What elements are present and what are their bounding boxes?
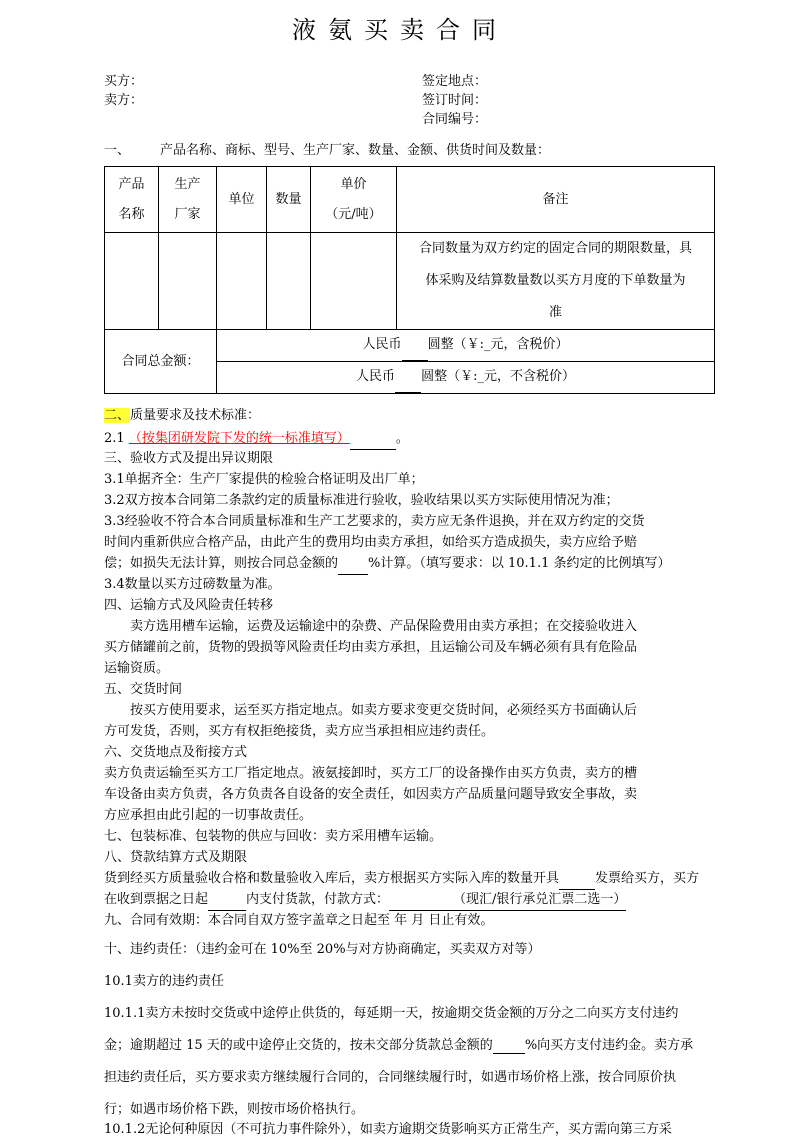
clause-10-1: 10.1卖方的违约责任: [104, 974, 224, 989]
header-unit: 单位: [217, 167, 267, 233]
cell-unit-price[interactable]: [311, 233, 397, 330]
section-3-heading: 三、验收方式及提出异议期限: [104, 451, 274, 466]
cell-quantity[interactable]: [267, 233, 311, 330]
header-remark: 备注: [397, 167, 715, 233]
total-tax-inclusive: 人民币 圆整（￥:_元，含税价）: [217, 330, 715, 362]
section-8-line-1: 货到经买方质量验收合格和数量验收入库后，卖方根据买方实际入库的数量开具 发票给买方，买方: [104, 868, 699, 890]
section-6-heading: 六、交货地点及衔接方式: [104, 745, 248, 760]
section-9: 九、合同有效期：本合同自双方签字盖章之日起至 年 月 日止有效。: [104, 913, 494, 928]
header-product-name: 产品 名称: [105, 167, 159, 233]
header-quantity: 数量: [267, 167, 311, 233]
section-4-heading: 四、运输方式及风险责任转移: [104, 598, 274, 613]
page-title: 液氨买卖合同: [292, 16, 508, 44]
section-4-line-3: 运输资质。: [104, 661, 170, 676]
clause-3-3-line-2: 时间内重新供应合格产品，由此产生的费用均由卖方承担，如给买方造成损失，卖方应给予赔: [104, 535, 638, 550]
contract-no-label: 合同编号：: [422, 112, 488, 127]
section-5-heading: 五、交货时间: [104, 682, 183, 697]
section-1-heading: 产品名称、商标、型号、生产厂家、数量、金额、供货时间及数量：: [160, 143, 551, 158]
clause-10-1-1-line-1: 10.1.1卖方未按时交货或中途停止供货的，每延期一天，按逾期交货金额的万分之二向买方支付违约: [104, 1006, 679, 1021]
cell-manufacturer[interactable]: [159, 233, 217, 330]
clause-10-1-1-line-3: 担违约责任后，买方要求卖方继续履行合同的，合同继续履行时，如遇市场价格上涨，按合同原价执: [104, 1070, 677, 1085]
clause-3-3-line-3: 偿；如损失无法计算，则按合同总金额的 %计算。（填写要求：以 10.1.1 条约定的比例填写）: [104, 553, 670, 575]
clause-2-1: 2.1 （按集团研发院下发的统一标准填写） 。: [104, 428, 409, 450]
section-4-line-2: 买方储罐前之前，货物的毁损等风险责任均由卖方承担，且运输公司及车辆必须有具有危险品: [104, 640, 638, 655]
section-4-line-1: 卖方选用槽车运输，运费及运输途中的杂费、产品保险费用由卖方承担；在交接验收进入: [130, 619, 638, 634]
section-5-line-2: 方可发货，否则，买方有权拒绝接货，卖方应当承担相应违约责任。: [104, 724, 495, 739]
product-table: [104, 166, 715, 394]
seller-label: 卖方：: [104, 93, 144, 108]
cell-remark: 合同数量为双方约定的固定合同的期限数量，具 体采购及结算数量数以买方月度的下单数量为 准: [397, 233, 715, 330]
section-6-line-3: 方应承担由此引起的一切事故责任。: [104, 808, 313, 823]
section-5-line-1: 按买方使用要求，运至买方指定地点。如卖方要求变更交货时间，必须经买方书面确认后: [130, 703, 638, 718]
section-7: 七、包装标准、包装物的供应与回收：卖方采用槽车运输。: [104, 829, 443, 844]
section-8-line-2: 在收到票据之日起 内支付货款，付款方式： （现汇/银行承兑汇票二选一）: [104, 889, 626, 911]
clause-3-4: 3.4数量以买方过磅数量为准。: [104, 577, 281, 592]
section-8-heading: 八、贷款结算方式及期限: [104, 850, 248, 865]
buyer-label: 买方：: [104, 74, 144, 89]
sign-time-label: 签订时间：: [422, 93, 488, 108]
clause-3-1: 3.1单据齐全：生产厂家提供的检验合格证明及出厂单；: [104, 472, 424, 487]
sign-place-label: 签定地点：: [422, 74, 488, 89]
section-6-line-1: 卖方负责运输至买方工厂指定地点。液氨接卸时，买方工厂的设备操作由买方负责，卖方的槽: [104, 766, 638, 781]
header-manufacturer: 生产 厂家: [159, 167, 217, 233]
clause-10-1-1-line-4: 行；如遇市场价格下跌，则按市场价格执行。: [104, 1102, 365, 1117]
section-10-heading: 十、违约责任：（违约金可在 10%至 20%与对方协商确定，买卖双方对等）: [104, 942, 541, 957]
total-tax-exclusive: 人民币 圆整（￥:_元，不含税价）: [217, 362, 715, 394]
section-2-heading: 二、质量要求及技术标准：: [104, 408, 261, 423]
clause-3-2: 3.2双方按本合同第二条款约定的质量标准进行验收，验收结果以买方实际使用情况为准；: [104, 493, 619, 508]
cell-product-name[interactable]: [105, 233, 159, 330]
clause-3-3-line-1: 3.3经验收不符合本合同质量标准和生产工艺要求的，卖方应无条件退换，并在双方约定的交货: [104, 514, 645, 529]
section-1-number: 一、: [104, 143, 131, 158]
clause-10-1-1-line-2: 金；逾期超过 15 天的或中途停止交货的，按未交部分货款总金额的 %向买方支付违约金。卖方承: [104, 1038, 694, 1053]
clause-10-1-2: 10.1.2无论何种原因（不可抗力事件除外），如卖方逾期交货影响买方正常生产，买方需向第三方采: [104, 1122, 672, 1137]
total-amount-label: 合同总金额：: [105, 330, 217, 394]
header-unit-price: 单价 （元/吨）: [311, 167, 397, 233]
cell-unit[interactable]: [217, 233, 267, 330]
section-6-line-2: 车设备由卖方负责，各方负责各自设备的安全责任，如因卖方产品质量问题导致安全事故，卖: [104, 787, 638, 802]
